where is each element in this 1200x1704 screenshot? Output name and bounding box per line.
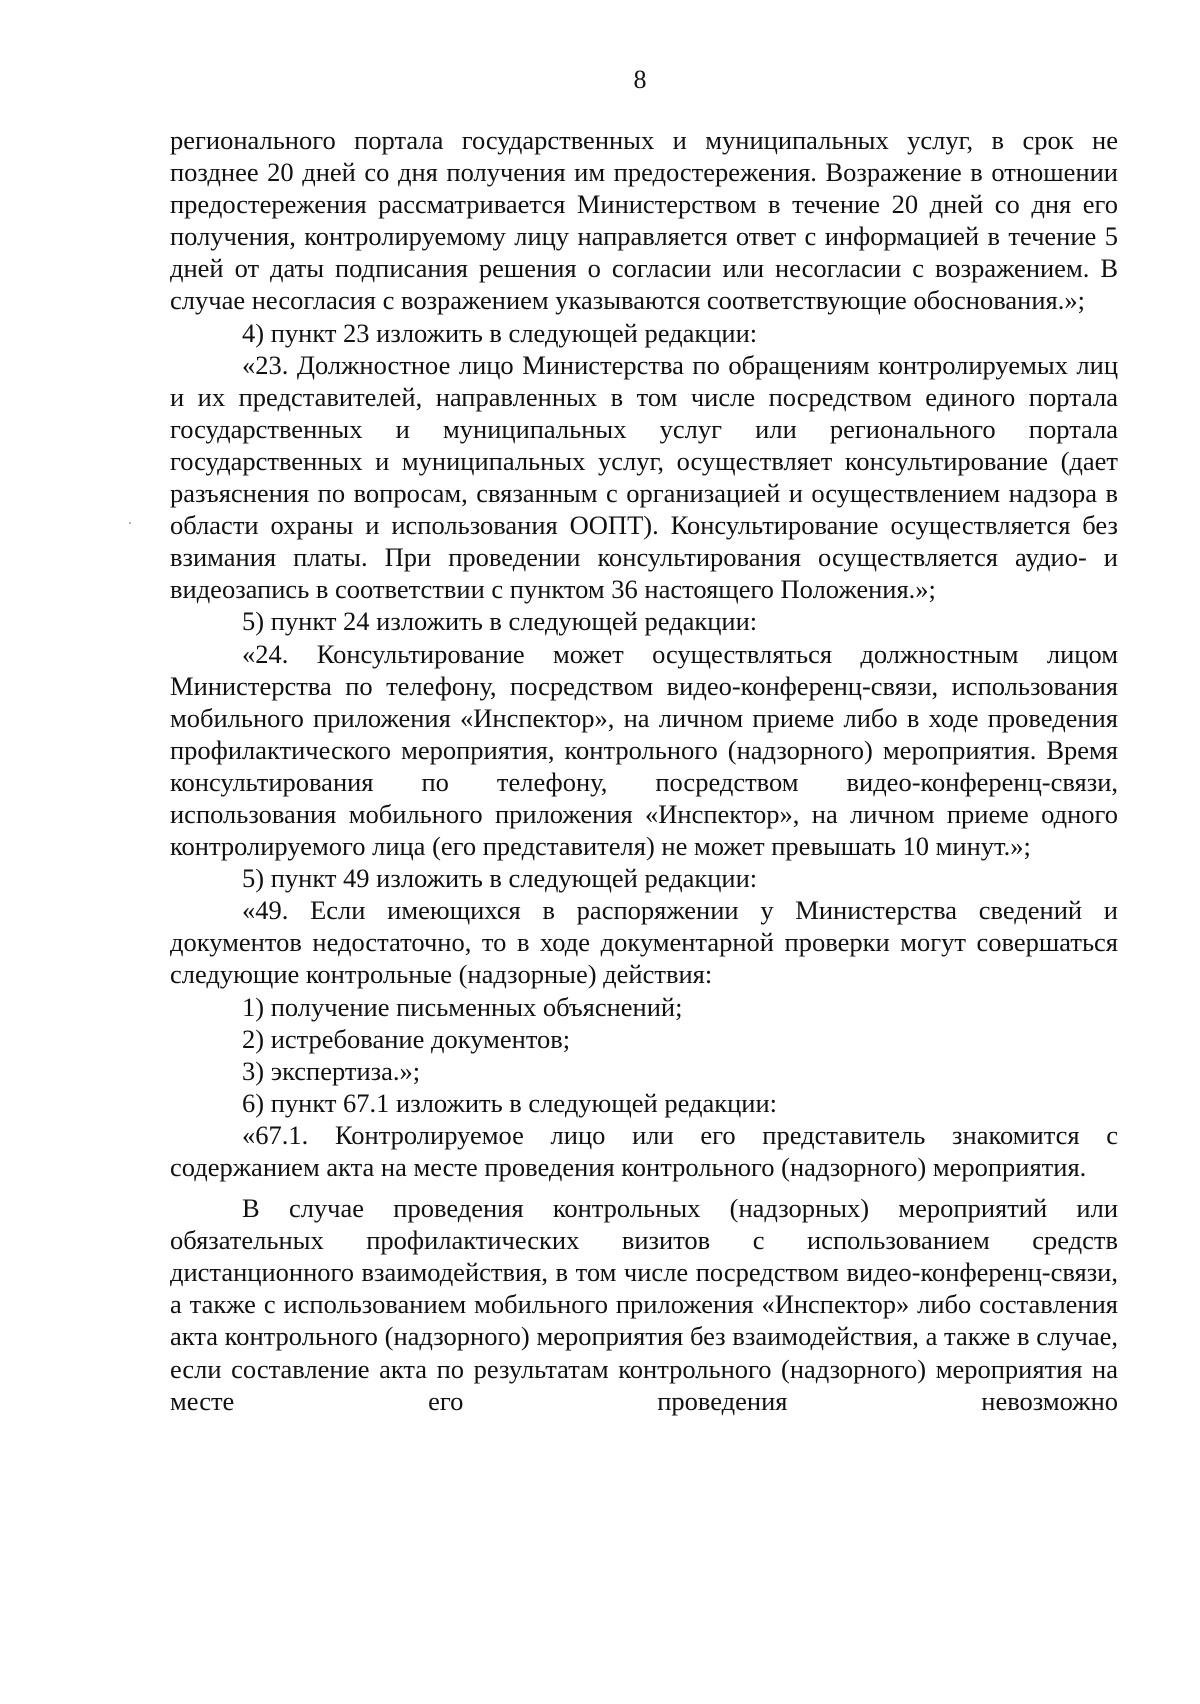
paragraph-amendment-5b: 5) пункт 49 изложить в следующей редакции: xyxy=(242,863,758,894)
paragraph-continuation: регионального портала государственных и муниципальных услуг, в срок не позднее 20 дней со дня получения им предостережения. Возражение в отношении предостережения рассматривается Министерством в течение 20 дней со дня его получения, контролируемому лицу направляется ответ с информацией в течение 5 дней от даты подписания решения о согласии или несогласии с возражением. В случае несогласия с возражением указываются соответствующие обоснования.»; xyxy=(170,125,1118,316)
paragraph-clause-67-1: «67.1. Контролируемое лицо или его представитель знакомится с содержанием акта на месте проведения контрольного (надзорного) мероприятия. xyxy=(170,1119,1118,1182)
paragraph-clause-23: «23. Должностное лицо Министерства по обращениям контролируемых лиц и их представителей, направленных в том числе посредством единого портала государственных и муниципальных услуг или регионального портала государственных и муниципальных услуг, осуществляет консультирование (дает разъяснения по вопросам, связанным с организацией и осуществлением надзора в области охраны и использования ООПТ). Консультирование осуществляется без взимания платы. При проведении консультирования осуществляется аудио- и видеозапись в соответствии с пунктом 36 настоящего Положения.»; xyxy=(170,349,1118,605)
list-item-1: 1) получение письменных объяснений; xyxy=(242,991,683,1022)
paragraph-amendment-6: 6) пункт 67.1 изложить в следующей редакции: xyxy=(242,1087,778,1118)
paragraph-clause-24: «24. Консультирование может осуществляться должностным лицом Министерства по телефону, посредством видео-конференц-связи, использования мобильного приложения «Инспектор», на личном приеме либо в ходе проведения профилактического мероприятия, контрольного (надзорного) мероприятия. Время консультирования по телефону, посредством видео-конференц-связи, использования мобильного приложения «Инспектор», на личном приеме одного контролируемого лица (его представителя) не может превышать 10 минут.»; xyxy=(170,638,1118,862)
scan-speck xyxy=(129,522,131,524)
list-item-3: 3) экспертиза.»; xyxy=(242,1055,421,1086)
paragraph-amendment-5a: 5) пункт 24 изложить в следующей редакции: xyxy=(242,606,758,637)
list-item-2: 2) истребование документов; xyxy=(242,1023,571,1054)
page-number: 8 xyxy=(633,65,647,94)
paragraph-amendment-4: 4) пункт 23 изложить в следующей редакции: xyxy=(242,317,758,348)
paragraph-clause-49: «49. Если имеющихся в распоряжении у Министерства сведений и документов недостаточно, то в ходе документарной проверки могут совершаться следующие контрольные (надзорные) действия: xyxy=(170,895,1118,990)
document-body xyxy=(170,124,1118,1417)
paragraph-remote-interaction: В случае проведения контрольных (надзорных) мероприятий или обязательных профилактических визитов с использованием средств дистанционного взаимодействия, в том числе посредством видео-конференц-связи, а также с использованием мобильного приложения «Инспектор» либо составления акта контрольного (надзорного) мероприятия без взаимодействия, а также в случае, если составление акта по результатам контрольного (надзорного) мероприятия на месте его проведения невозможно xyxy=(170,1193,1118,1416)
